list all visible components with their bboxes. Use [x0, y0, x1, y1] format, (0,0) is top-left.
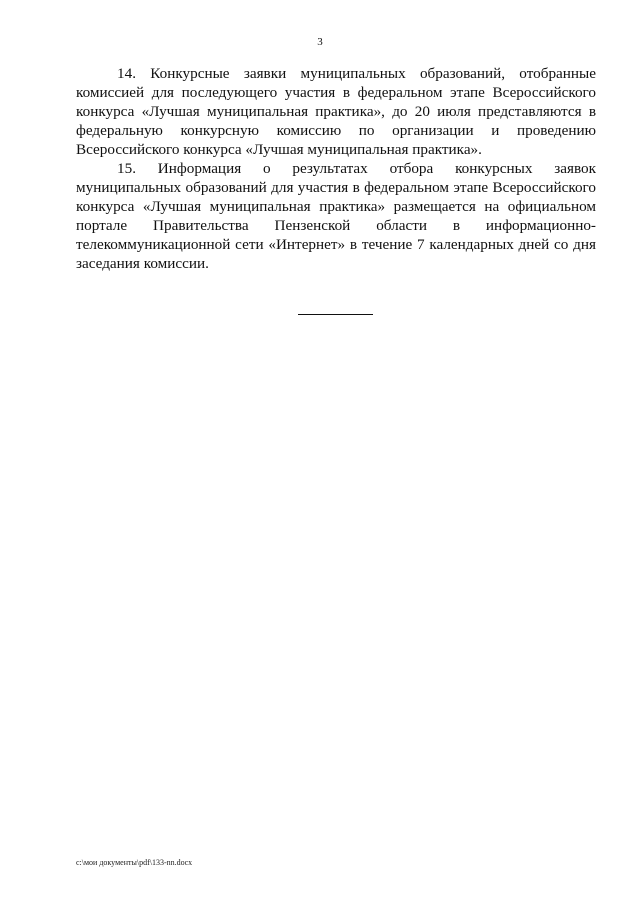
footer-file-path: c:\мои документы\pdf\133-nn.docx: [76, 858, 193, 867]
page-number: 3: [317, 36, 323, 48]
paragraph-15: 15. Информация о результатах отбора конкурсных заявок муниципальных образований для участия в федеральном этапе Всероссийского конкурса «Лучшая муниципальная практика» размещается на официальном портале Правительства Пензенской области в информационно-телекоммуникационной сети «Интернет» в течение 7 календарных дней со дня заседания комиссии.: [76, 160, 596, 272]
document-body: [76, 64, 596, 273]
end-divider: [298, 314, 373, 315]
paragraph-14: 14. Конкурсные заявки муниципальных образований, отобранные комиссией для последующего участия в федеральном этапе Всероссийского конкурса «Лучшая муниципальная практика», до 20 июля представляются в федеральную конкурсную комиссию по организации и проведению Всероссийского конкурса «Лучшая муниципальная практика».: [76, 65, 596, 158]
